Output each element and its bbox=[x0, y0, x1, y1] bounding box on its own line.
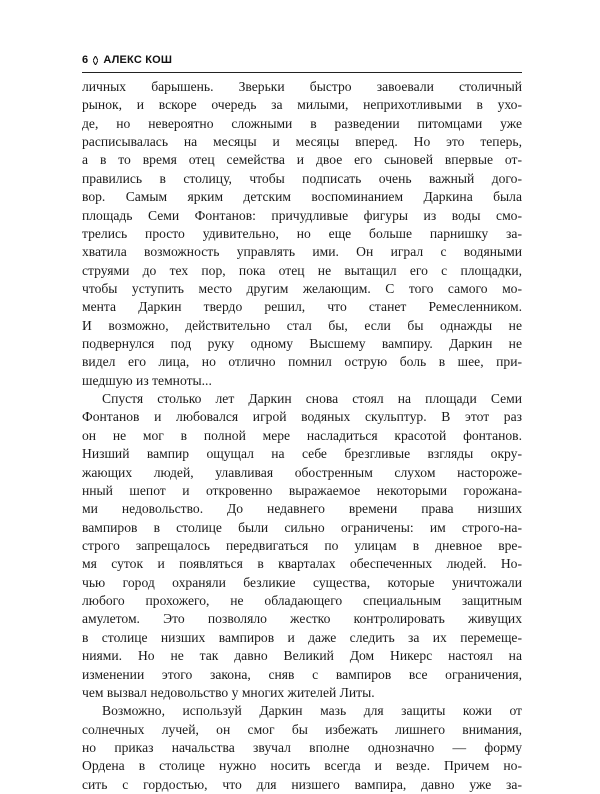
text-line: ниями. Но не так давно Великий Дом Никерс настоял на bbox=[82, 648, 522, 664]
text-line: Ордена в столице нужно носить всегда и везде. Причем но- bbox=[82, 758, 522, 774]
text-line: Возможно, используй Даркин мазь для защиты кожи от bbox=[102, 703, 522, 719]
text-line: Спустя столько лет Даркин снова стоял на площади Семи bbox=[102, 391, 522, 407]
text-line: площадь Семи Фонтанов: причудливые фигуры из воды смо- bbox=[82, 207, 522, 223]
text-line: Фонтанов и любовался игрой водяных скульптур. В этот раз bbox=[82, 409, 522, 425]
running-head bbox=[82, 52, 522, 68]
header-rule bbox=[82, 72, 522, 73]
text-line: мента Даркин твердо решил, что станет Ремесленником. bbox=[82, 299, 522, 315]
text-line: рынок, и вскоре очередь за милыми, неприхотливыми в ухо- bbox=[82, 97, 522, 113]
page-number: 6 bbox=[82, 54, 89, 66]
text-line: чью город охраняли безликие существа, которые уничтожали bbox=[82, 574, 522, 590]
text-line: чтобы уступить место другим желающим. С того самого мо- bbox=[82, 280, 522, 296]
text-line: солнечных лучей, он смог бы избежать лишнего внимания, bbox=[82, 721, 522, 737]
author-name: АЛЕКС КОШ bbox=[103, 54, 173, 66]
text-line: он не мог в полной мере насладиться красотой фонтанов. bbox=[82, 427, 522, 443]
paragraph bbox=[82, 390, 522, 702]
text-line: любого прохожего, не обладающего специальным защитным bbox=[82, 593, 522, 609]
text-line: трелись просто удивительно, но еще больше парнишку за- bbox=[82, 225, 522, 241]
text-line: но приказ начальства звучал вполне однозначно — форму bbox=[82, 739, 522, 755]
text-line: а в то время отец семейства и двое его сыновей впервые от- bbox=[82, 152, 522, 168]
text-line: нный шепот и откровенно выражаемое некоторыми горожана- bbox=[82, 482, 522, 498]
text-line: мя суток и появляться в кварталах обеспеченных людей. Но- bbox=[82, 556, 522, 572]
text-line: в столице низших вампиров и даже следить за их перемеще- bbox=[82, 629, 522, 645]
text-line: вор. Самым ярким детским воспоминанием Даркина была bbox=[82, 189, 522, 205]
text-line: де, но невероятно сложными в разведении питомцами уже bbox=[82, 115, 522, 131]
body-text bbox=[82, 78, 522, 794]
text-line: сить с гордостью, что для низшего вампира, давно уже за- bbox=[82, 776, 522, 792]
text-line: личных барышень. Зверьки быстро завоевали столичный bbox=[82, 79, 522, 94]
text-line: амулетом. Это позволяло жестко контролировать живущих bbox=[82, 611, 522, 627]
text-line: И возможно, действительно стал бы, если бы однажды не bbox=[82, 317, 522, 333]
text-line: строго запрещалось передвигаться по улицам в дневное вре- bbox=[82, 537, 522, 553]
paragraph bbox=[82, 78, 522, 390]
text-line: правились в столицу, чтобы подписать очень важный дого- bbox=[82, 170, 522, 186]
diamond-separator-icon bbox=[93, 56, 98, 65]
text-line: изменении этого закона, сняв с вампиров все ограничения, bbox=[82, 666, 522, 682]
text-line: вампиров в столице были сильно ограничены: им строго-на- bbox=[82, 519, 522, 535]
text-line: шедшую из темноты... bbox=[82, 372, 212, 388]
text-line: струями до тех пор, пока отец не вытащил его с площадки, bbox=[82, 262, 522, 278]
text-line: чем вызвал недовольство у многих жителей Литы. bbox=[82, 684, 375, 700]
text-line: расписывалась на месяцы и месяцы вперед. Но это теперь, bbox=[82, 134, 522, 150]
text-line: хватила возможность управлять ими. Он играл с водяными bbox=[82, 244, 522, 260]
text-line: жающих людей, улавливая обостренным слухом настороже- bbox=[82, 464, 522, 480]
text-line: ми недовольство. До недавнего времени права низших bbox=[82, 501, 522, 517]
paragraph bbox=[82, 702, 522, 794]
text-line: Низший вампир ощущал на себе брезгливые взгляды окру- bbox=[82, 446, 522, 462]
text-line: видел его лица, но отлично помнил острую боль в шее, при- bbox=[82, 354, 522, 370]
text-line: подвернулся под руку одному Высшему вампиру. Даркин не bbox=[82, 336, 522, 352]
